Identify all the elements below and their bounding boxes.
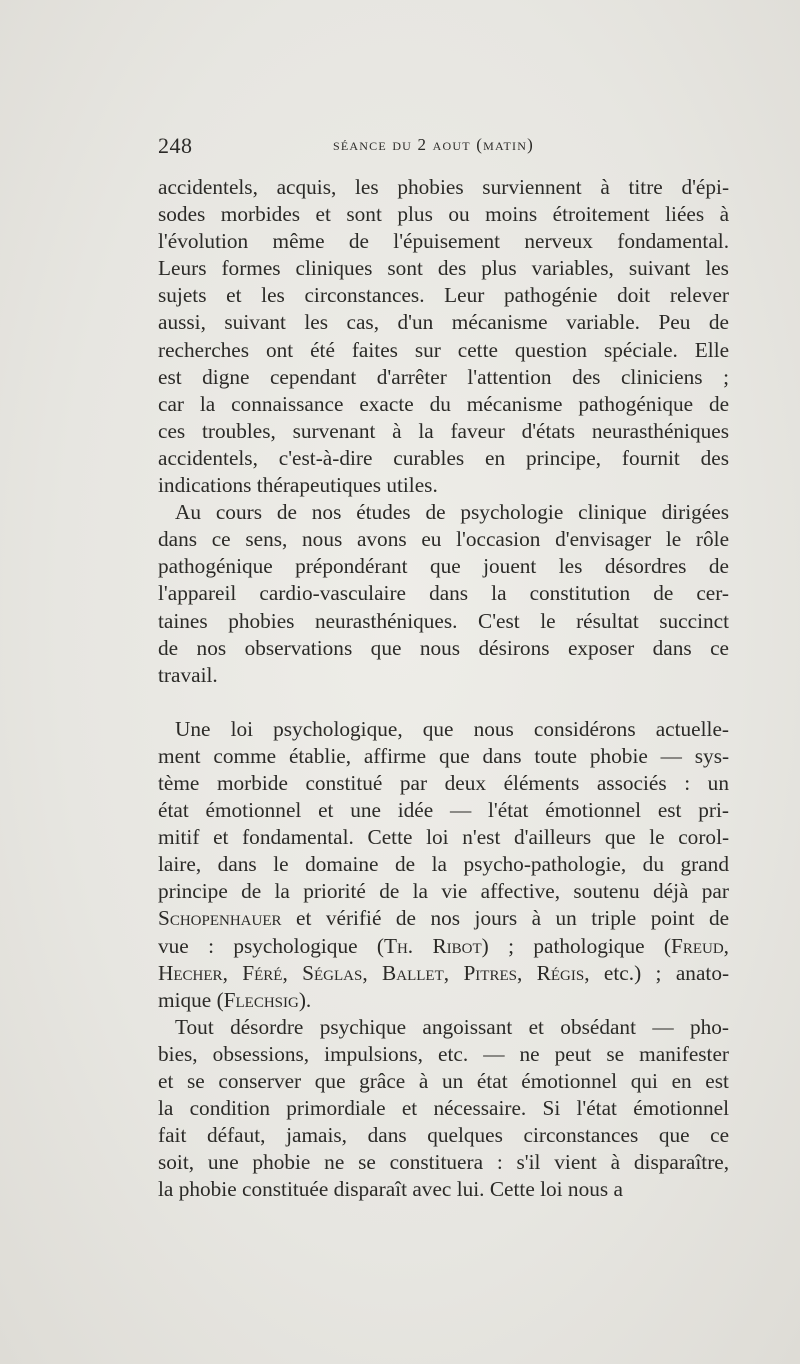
text-line: état émotionnel et une idée — l'état émotionnel est pri- [158, 798, 729, 823]
text-line: Leurs formes cliniques sont des plus variables, suivant les [158, 256, 729, 281]
text-line: sujets et les circonstances. Leur pathogénie doit relever [158, 283, 729, 308]
text-line: taines phobies neurasthéniques. C'est le résultat succinct [158, 608, 729, 633]
text-line: mitif et fondamental. Cette loi n'est d'ailleurs que le corol- [158, 825, 729, 850]
text-line: de nos observations que nous désirons exposer dans ce [158, 635, 729, 660]
text-line: tème morbide constitué par deux éléments associés : un [158, 770, 729, 795]
text-line: recherches ont été faites sur cette question spéciale. Elle [158, 337, 729, 362]
text-line: Hecher, Féré, Séglas, Ballet, Pitres, Régis, etc.) ; anato- [158, 960, 729, 985]
section-gap [158, 689, 729, 716]
paragraph [158, 716, 729, 1014]
text-line: indications thérapeutiques utiles. [158, 473, 438, 498]
text-line: ment comme établie, affirme que dans toute phobie — sys- [158, 743, 729, 768]
text-line: car la connaissance exacte du mécanisme pathogénique de [158, 391, 729, 416]
paragraph [158, 499, 729, 689]
text-line: l'appareil cardio-vasculaire dans la constitution de cer- [158, 581, 729, 606]
text-line: soit, une phobie ne se constituera : s'il vient à disparaître, [158, 1150, 729, 1175]
text-line: laire, dans le domaine de la psycho-pathologie, du grand [158, 852, 729, 877]
text-line: ces troubles, survenant à la faveur d'états neurasthéniques [158, 418, 729, 443]
running-head: séance du 2 aout (matin) [333, 135, 534, 154]
text-line: la condition primordiale et nécessaire. Si l'état émotionnel [158, 1096, 729, 1121]
text-line: vue : psychologique (Th. Ribot) ; pathologique (Freud, [158, 933, 729, 958]
paragraph [158, 174, 729, 499]
text-line: Une loi psychologique, que nous considérons actuelle- [175, 716, 729, 741]
text-line: est digne cependant d'arrêter l'attention des cliniciens ; [158, 364, 729, 389]
text-line: pathogénique prépondérant que jouent les désordres de [158, 554, 729, 579]
text-line: Schopenhauer et vérifié de nos jours à un triple point de [158, 906, 729, 931]
text-line: mique (Flechsig). [158, 987, 312, 1012]
text-line: principe de la priorité de la vie affective, soutenu déjà par [158, 879, 729, 904]
text-line: dans ce sens, nous avons eu l'occasion d'envisager le rôle [158, 527, 729, 552]
text-line: bies, obsessions, impulsions, etc. — ne peut se manifester [158, 1041, 729, 1066]
text-line: fait défaut, jamais, dans quelques circonstances que ce [158, 1123, 729, 1148]
text-line: la phobie constituée disparaît avec lui. Cette loi nous a [158, 1177, 623, 1202]
text-line: sodes morbides et sont plus ou moins étroitement liées à [158, 202, 729, 227]
text-line: Au cours de nos études de psychologie clinique dirigées [175, 500, 729, 525]
text-line: accidentels, c'est-à-dire curables en principe, fournit des [158, 445, 729, 470]
page-header [158, 133, 728, 167]
text-line: et se conserver que grâce à un état émotionnel qui en est [158, 1069, 729, 1093]
paragraph [158, 1014, 729, 1204]
text-line: aussi, suivant les cas, d'un mécanisme variable. Peu de [158, 310, 729, 335]
text-line: accidentels, acquis, les phobies surviennent à titre d'épi- [158, 175, 729, 199]
text-line: l'évolution même de l'épuisement nerveux fondamental. [158, 229, 729, 254]
page-number: 248 [158, 133, 193, 158]
text-line: travail. [158, 662, 218, 687]
text-line: Tout désordre psychique angoissant et obsédant — pho- [175, 1014, 729, 1039]
body-text [158, 174, 729, 1203]
